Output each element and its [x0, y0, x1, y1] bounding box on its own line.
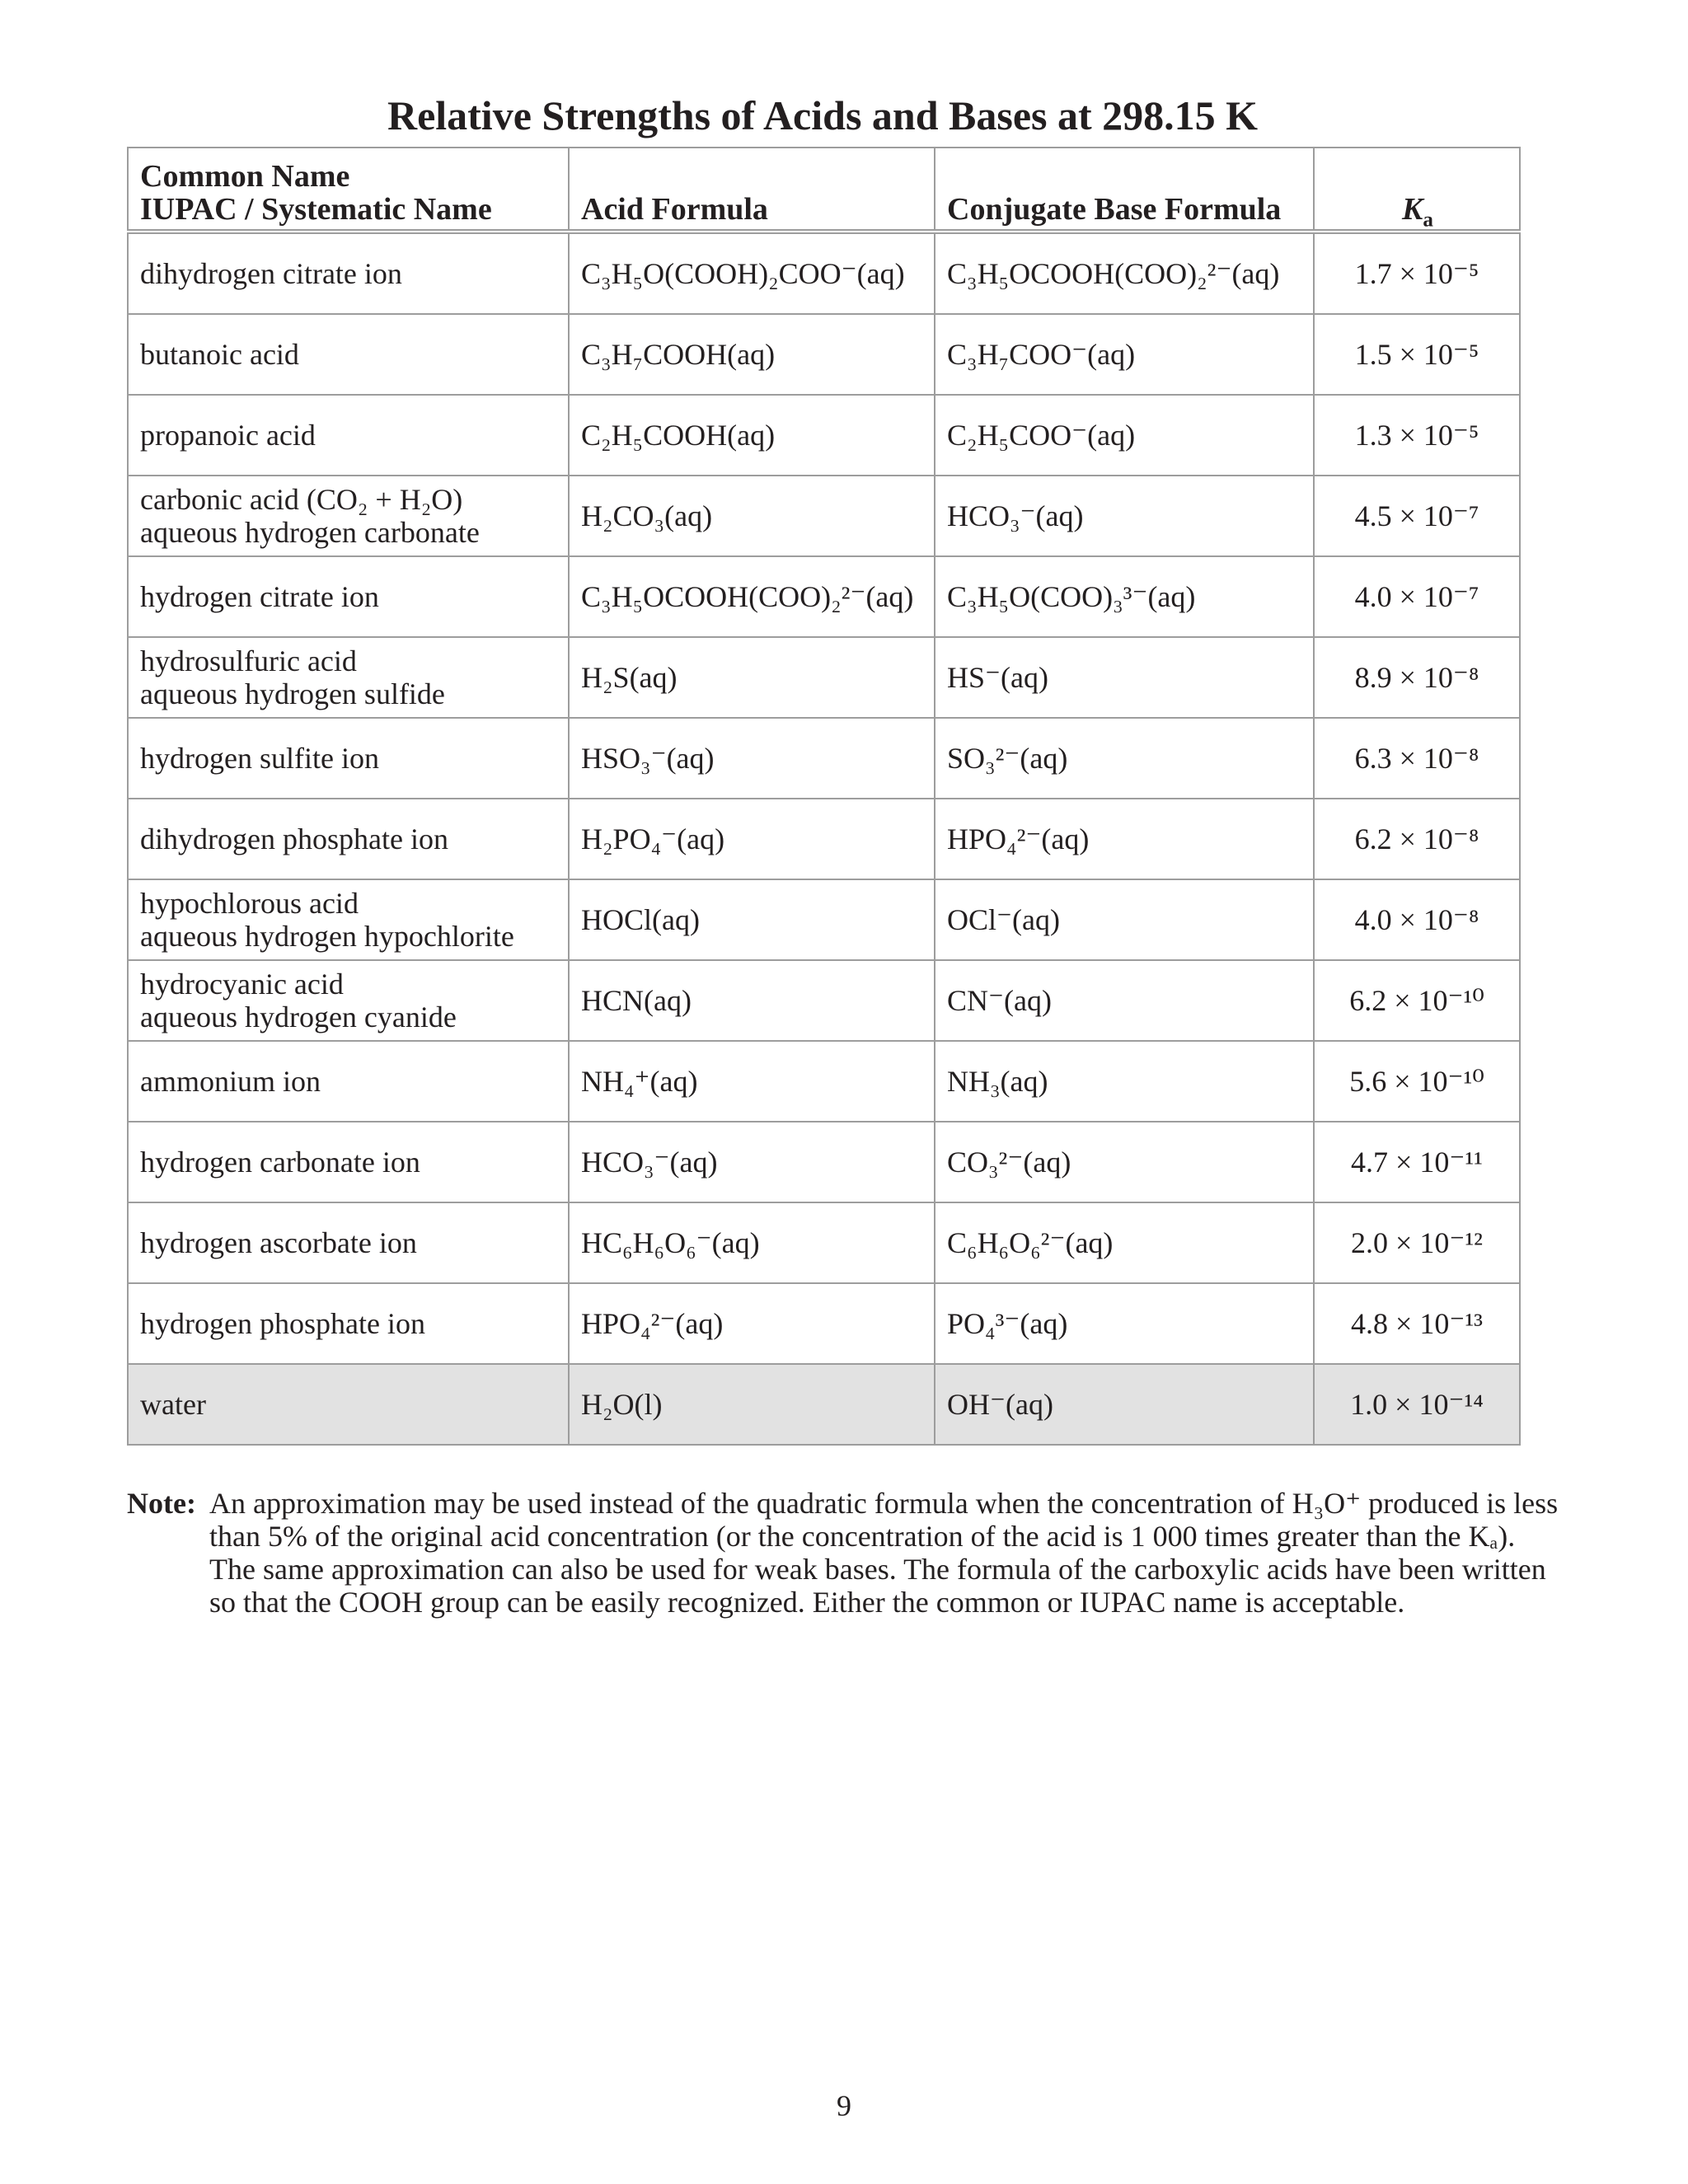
cell-acid-formula: NH₄⁺(aq) — [569, 1041, 935, 1122]
header-row — [128, 148, 1520, 232]
cell-name — [128, 799, 569, 879]
table-row — [128, 637, 1520, 718]
cell-acid-formula: C₂H₅COOH(aq) — [569, 395, 935, 476]
cell-base-formula: C₃H₅O(COO)₃³⁻(aq) — [935, 556, 1314, 637]
cell-acid-formula: H₂CO₃(aq) — [569, 476, 935, 556]
cell-base-formula: NH₃(aq) — [935, 1041, 1314, 1122]
name-line: ammonium ion — [140, 1065, 321, 1098]
header-iupac-name: IUPAC / Systematic Name — [140, 192, 492, 227]
cell-base-formula: CO₃²⁻(aq) — [935, 1122, 1314, 1202]
table-row — [128, 1041, 1520, 1122]
cell-ka: 4.0 × 10⁻⁷ — [1314, 556, 1520, 637]
table-row — [128, 556, 1520, 637]
cell-ka: 4.8 × 10⁻¹³ — [1314, 1283, 1520, 1364]
cell-acid-formula: HSO₃⁻(aq) — [569, 718, 935, 799]
table-row — [128, 879, 1520, 960]
table-row — [128, 395, 1520, 476]
cell-acid-formula: HCN(aq) — [569, 960, 935, 1041]
cell-name — [128, 556, 569, 637]
name-line: aqueous hydrogen cyanide — [140, 1001, 457, 1033]
cell-ka: 2.0 × 10⁻¹² — [1314, 1202, 1520, 1283]
cell-acid-formula: H₂PO₄⁻(aq) — [569, 799, 935, 879]
cell-acid-formula: C₃H₅OCOOH(COO)₂²⁻(aq) — [569, 556, 935, 637]
name-line: dihydrogen phosphate ion — [140, 823, 448, 855]
cell-base-formula: CN⁻(aq) — [935, 960, 1314, 1041]
cell-base-formula: HS⁻(aq) — [935, 637, 1314, 718]
cell-acid-formula: C₃H₇COOH(aq) — [569, 314, 935, 395]
cell-ka: 4.0 × 10⁻⁸ — [1314, 879, 1520, 960]
cell-name — [128, 637, 569, 718]
name-line: hydrocyanic acid — [140, 968, 344, 1001]
name-line: hydrogen phosphate ion — [140, 1307, 425, 1340]
name-line: water — [140, 1388, 206, 1421]
name-line: dihydrogen citrate ion — [140, 257, 402, 290]
note-text: An approximation may be used instead of the quadratic formula when the concentration of H₃O⁺ produced is less than 5% of the original acid concentration (or the concentration of the acid is 1 000 times greater than the Kₐ). The same approximation can also be used for weak bases. The formula of the carboxylic acids have been written so that the COOH group can be easily recognized. Either the common or IUPAC name is acceptable. — [209, 1487, 1559, 1619]
name-line: hydrogen carbonate ion — [140, 1146, 420, 1179]
cell-name — [128, 879, 569, 960]
table-row — [128, 1202, 1520, 1283]
cell-ka: 6.3 × 10⁻⁸ — [1314, 718, 1520, 799]
ka-subscript: a — [1423, 209, 1433, 232]
header-acid-formula: Acid Formula — [569, 148, 935, 232]
name-line: carbonic acid (CO₂ + H₂O) — [140, 483, 463, 516]
table-row — [128, 232, 1520, 314]
cell-base-formula: C₃H₅OCOOH(COO)₂²⁻(aq) — [935, 232, 1314, 314]
name-line: hydrogen sulfite ion — [140, 742, 379, 775]
cell-ka: 4.7 × 10⁻¹¹ — [1314, 1122, 1520, 1202]
cell-name — [128, 314, 569, 395]
header-base-formula: Conjugate Base Formula — [935, 148, 1314, 232]
cell-name — [128, 960, 569, 1041]
table-row — [128, 1364, 1520, 1445]
cell-ka: 4.5 × 10⁻⁷ — [1314, 476, 1520, 556]
cell-name — [128, 1202, 569, 1283]
cell-base-formula: PO₄³⁻(aq) — [935, 1283, 1314, 1364]
cell-acid-formula: HOCl(aq) — [569, 879, 935, 960]
table-row — [128, 314, 1520, 395]
cell-name — [128, 395, 569, 476]
cell-name — [128, 1122, 569, 1202]
name-line: hydrogen ascorbate ion — [140, 1226, 417, 1259]
name-line: aqueous hydrogen sulfide — [140, 677, 445, 710]
cell-base-formula: C₃H₇COO⁻(aq) — [935, 314, 1314, 395]
table-row — [128, 1283, 1520, 1364]
cell-ka: 5.6 × 10⁻¹⁰ — [1314, 1041, 1520, 1122]
header-common-name: Common Name — [140, 159, 350, 194]
cell-name — [128, 476, 569, 556]
cell-base-formula: OH⁻(aq) — [935, 1364, 1314, 1445]
cell-acid-formula: H₂O(l) — [569, 1364, 935, 1445]
cell-base-formula: HCO₃⁻(aq) — [935, 476, 1314, 556]
table-body — [128, 232, 1520, 1445]
table-row — [128, 960, 1520, 1041]
cell-ka: 1.7 × 10⁻⁵ — [1314, 232, 1520, 314]
cell-name — [128, 1364, 569, 1445]
cell-acid-formula: HPO₄²⁻(aq) — [569, 1283, 935, 1364]
header-ka — [1314, 148, 1520, 232]
header-name — [128, 148, 569, 232]
cell-ka: 1.5 × 10⁻⁵ — [1314, 314, 1520, 395]
cell-ka: 6.2 × 10⁻¹⁰ — [1314, 960, 1520, 1041]
cell-base-formula: SO₃²⁻(aq) — [935, 718, 1314, 799]
cell-acid-formula: C₃H₅O(COOH)₂COO⁻(aq) — [569, 232, 935, 314]
table-row — [128, 1122, 1520, 1202]
table-row — [128, 476, 1520, 556]
cell-name — [128, 1041, 569, 1122]
name-line: hydrosulfuric acid — [140, 644, 357, 677]
cell-ka: 1.0 × 10⁻¹⁴ — [1314, 1364, 1520, 1445]
page-number: 9 — [837, 2089, 851, 2122]
cell-base-formula: C₂H₅COO⁻(aq) — [935, 395, 1314, 476]
cell-name — [128, 718, 569, 799]
page-title: Relative Strengths of Acids and Bases at 298.15 K — [387, 92, 1259, 138]
cell-name — [128, 1283, 569, 1364]
cell-ka: 6.2 × 10⁻⁸ — [1314, 799, 1520, 879]
note-label: Note: — [127, 1487, 196, 1520]
name-line: butanoic acid — [140, 338, 299, 371]
name-line: aqueous hydrogen hypochlorite — [140, 920, 514, 953]
name-line: propanoic acid — [140, 419, 316, 452]
cell-acid-formula: HC₆H₆O₆⁻(aq) — [569, 1202, 935, 1283]
cell-ka: 8.9 × 10⁻⁸ — [1314, 637, 1520, 718]
cell-acid-formula: H₂S(aq) — [569, 637, 935, 718]
cell-base-formula: HPO₄²⁻(aq) — [935, 799, 1314, 879]
name-line: aqueous hydrogen carbonate — [140, 516, 480, 549]
cell-base-formula: OCl⁻(aq) — [935, 879, 1314, 960]
acid-base-table — [127, 147, 1521, 1446]
cell-ka: 1.3 × 10⁻⁵ — [1314, 395, 1520, 476]
name-line: hydrogen citrate ion — [140, 580, 379, 613]
cell-base-formula: C₆H₆O₆²⁻(aq) — [935, 1202, 1314, 1283]
name-line: hypochlorous acid — [140, 887, 359, 920]
table-row — [128, 799, 1520, 879]
cell-acid-formula: HCO₃⁻(aq) — [569, 1122, 935, 1202]
cell-name — [128, 232, 569, 314]
ka-symbol: K — [1402, 192, 1423, 227]
table-row — [128, 718, 1520, 799]
